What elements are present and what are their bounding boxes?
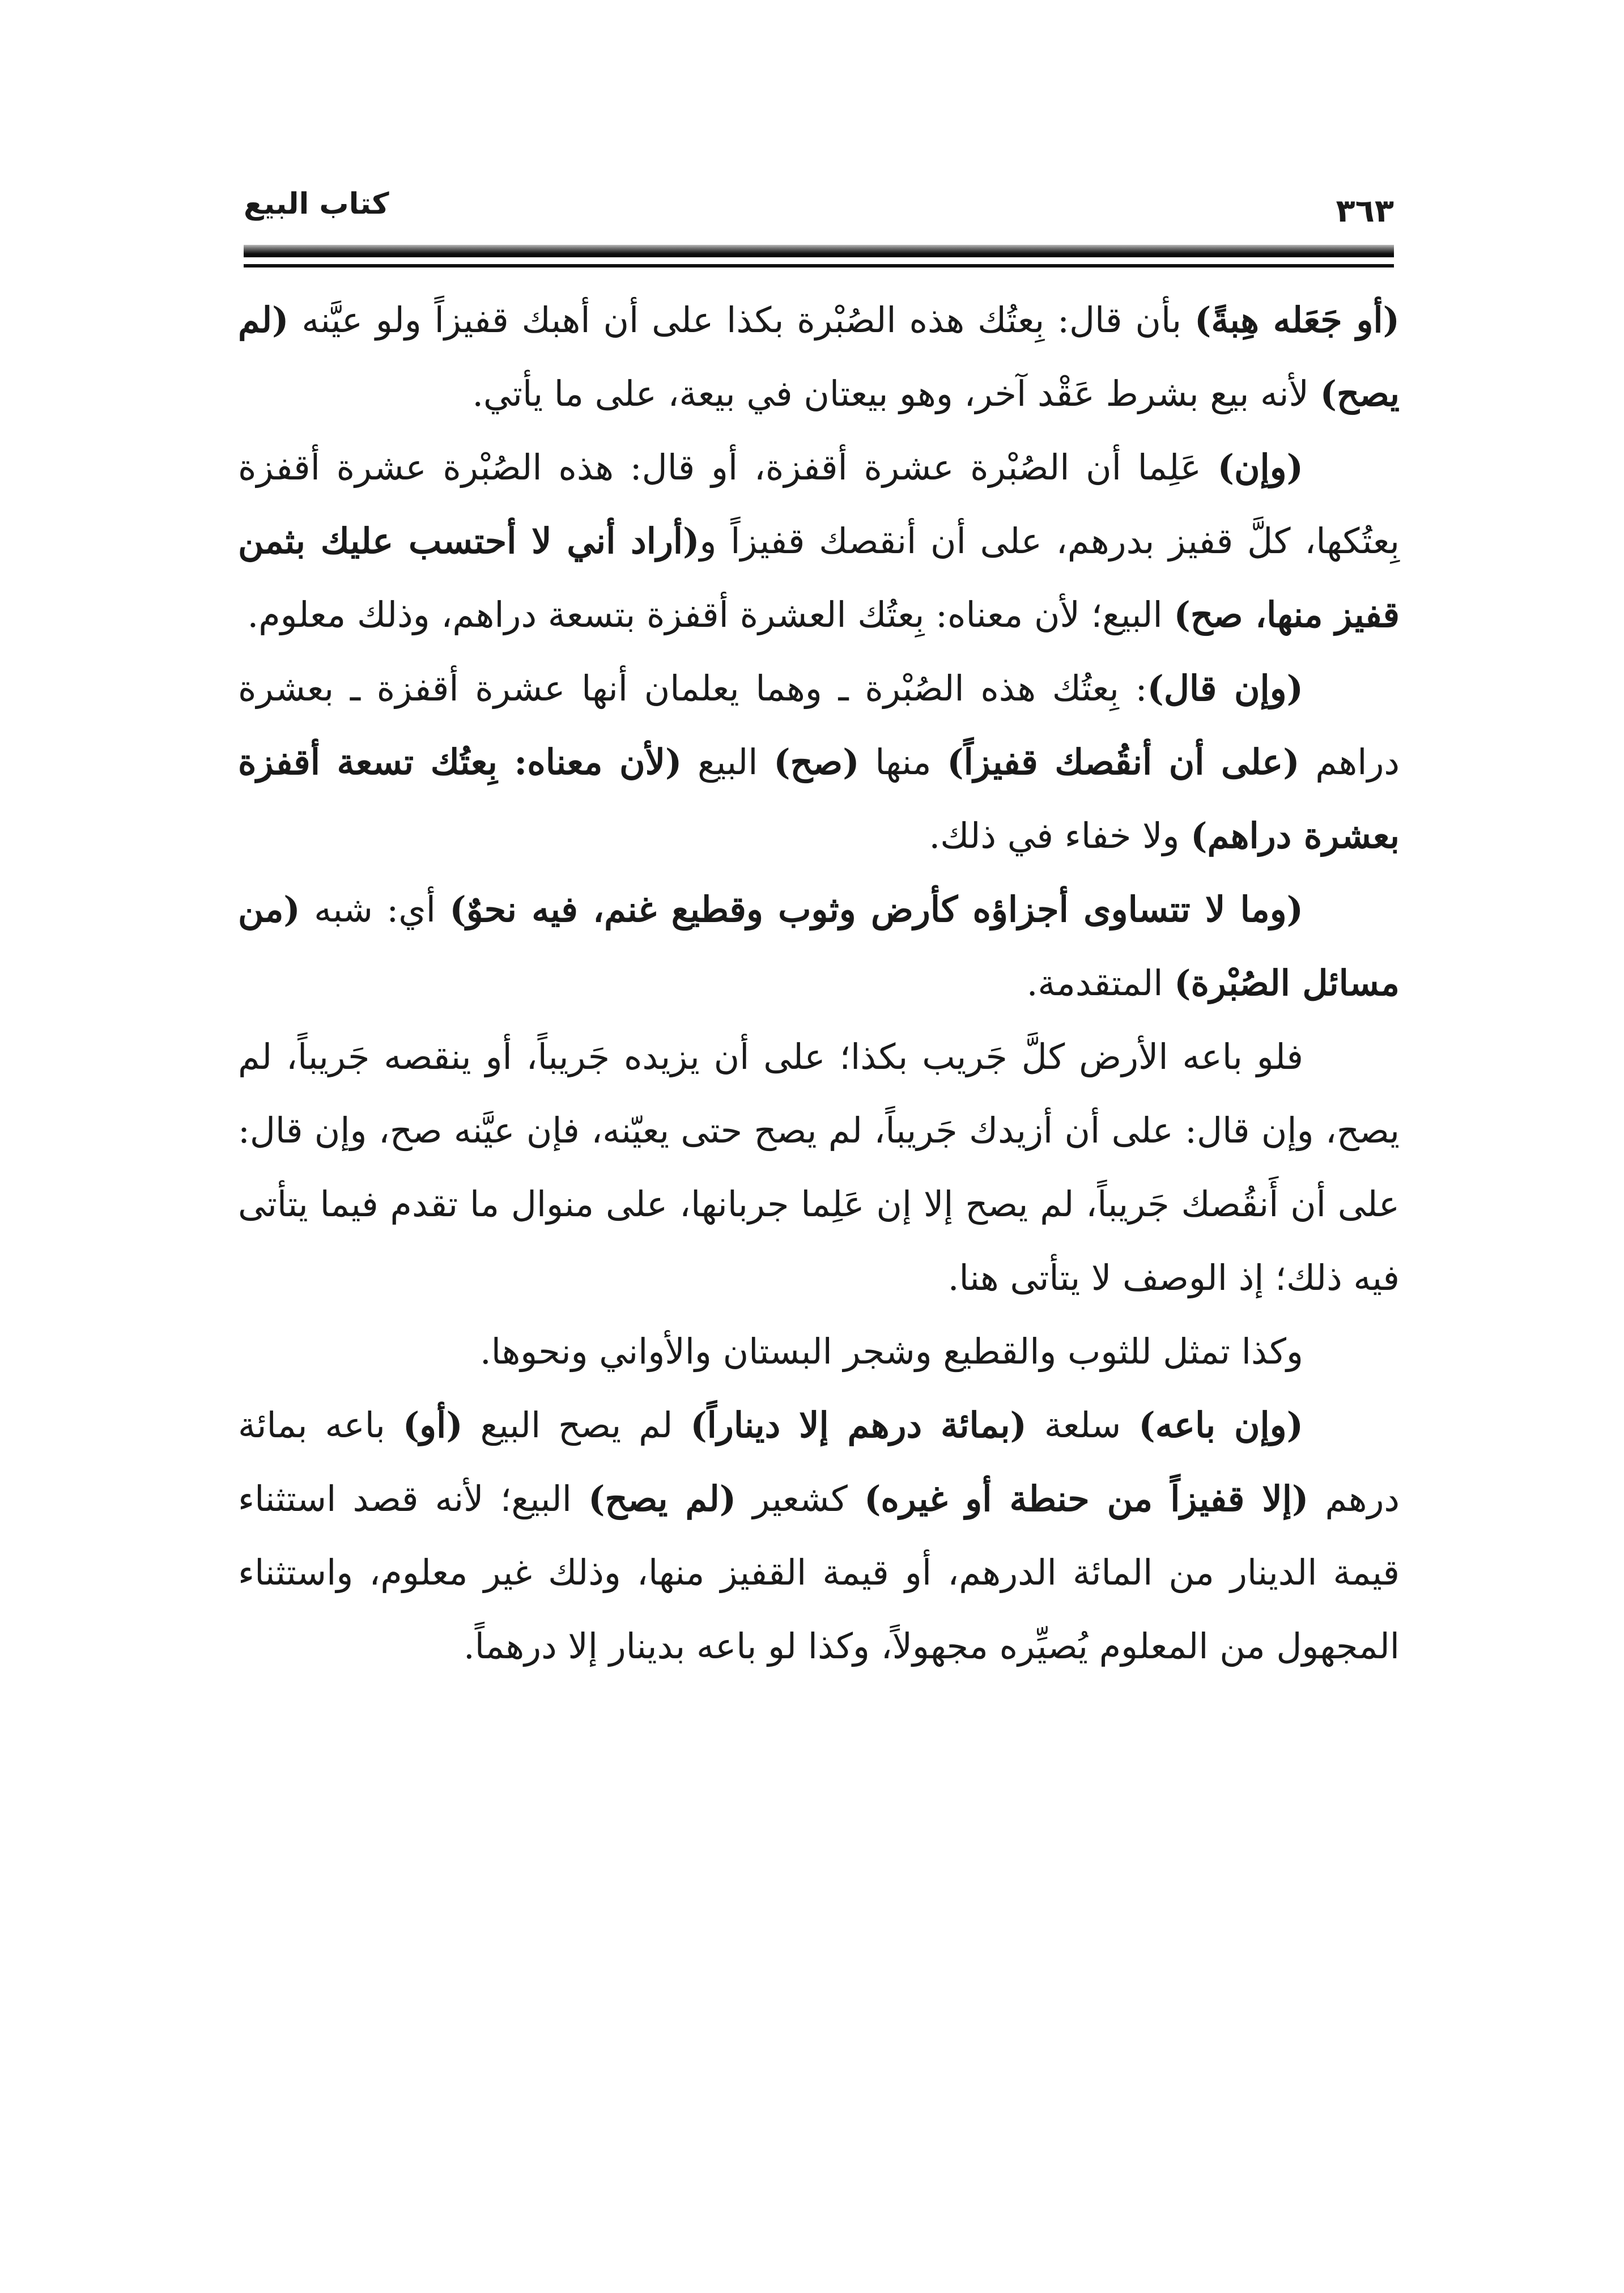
sharh-text: : بِعتُك هذه الصُبْرة ـ وهما يعلمان أنها عشرة أقفزة ـ بعشرة دراهم — [238, 668, 1400, 783]
sharh-text: لم يصح البيع — [462, 1404, 691, 1446]
matn-text: (لم يصح) — [238, 299, 1400, 414]
header-rule — [244, 245, 1394, 257]
matn-text: (أو) — [402, 1404, 463, 1446]
paragraph — [238, 873, 1400, 1020]
matn-text: (على أن أنقُصك قفيزاً) — [947, 741, 1300, 783]
sharh-text: ولا خفاء في ذلك. — [929, 815, 1191, 856]
sharh-text: البيع؛ لأنه قصد استثناء قيمة الدينار من المائة الدرهم، أو قيمة القفيز منها، وذلك غير معلوم، واستثناء المجهول من المعلوم يُصيِّره مجهولاً، وكذا لو باعه بدينار إلا درهماً. — [238, 1478, 1400, 1667]
sharh-text: وكذا تمثل للثوب والقطيع وشجر البستان والأواني ونحوها. — [479, 1331, 1303, 1372]
matn-text: (بمائة درهم إلا ديناراً) — [690, 1404, 1027, 1446]
paragraph — [238, 1020, 1400, 1315]
matn-text: (أراد أني لا أحتسب عليك بثمن قفيز منها، صح) — [238, 520, 1400, 635]
matn-text: (من مسائل الصُبْرة) — [238, 889, 1400, 1004]
paragraph — [238, 1315, 1400, 1388]
sharh-text: كشعير — [736, 1478, 865, 1519]
sharh-text: منها — [859, 741, 947, 783]
body-text — [238, 283, 1400, 1683]
matn-text: (وما لا تتساوى أجزاؤه كأرض وثوب وقطيع غنم، فيه نحوٌ) — [449, 889, 1303, 930]
sharh-text: لأنه بيع بشرط عَقْد آخر، وهو بيعتان في بيعة، على ما يأتي. — [472, 373, 1320, 414]
paragraph — [238, 1388, 1400, 1683]
matn-text: (صح) — [773, 741, 860, 783]
sharh-text: عَلِما أن الصُبْرة عشرة أقفزة، أو قال: هذه الصُبْرة عشرة أقفزة بِعتُكها، كلَّ قفيز بدرهم، على أن أنقصك قفيزاً و — [238, 447, 1400, 562]
sharh-text: باعه بمائة درهم — [238, 1404, 1400, 1519]
matn-text: (وإن) — [1217, 447, 1303, 488]
sharh-text: المتقدمة. — [1026, 962, 1175, 1004]
sharh-text: البيع — [682, 741, 774, 783]
paragraph — [238, 431, 1400, 652]
matn-text: (لأن معناه: بِعتُك تسعة أقفزة بعشرة دراهم) — [238, 741, 1400, 856]
header-rule-thin — [244, 264, 1394, 267]
sharh-text: البيع؛ لأن معناه: بِعتُك العشرة أقفزة بتسعة دراهم، وذلك معلوم. — [247, 594, 1174, 635]
matn-text: (أو جَعَله هِبةً) — [1194, 299, 1400, 341]
matn-text: (إلا قفيزاً من حنطة أو غيره) — [864, 1478, 1309, 1519]
running-title: كتاب البيع — [244, 187, 389, 221]
sharh-text: أي: شبه — [300, 889, 450, 930]
matn-text: (وإن قال) — [1147, 668, 1304, 709]
sharh-text: فلو باعه الأرض كلَّ جَريب بكذا؛ على أن يزيده جَريباً، أو ينقصه جَريباً، لم يصح، وإن قال: على أن أزيدك جَريباً، لم يصح حتى يعيّنه، فإن عيَّنه صح، وإن قال: على أن أَنقُصك جَريباً، لم يصح إلا إن عَلِما جربانها، على منوال ما تقدم فيما يتأتى فيه ذلك؛ إذ الوصف لا يتأتى هنا. — [238, 1036, 1400, 1298]
page-number: ٣٦٣ — [1336, 193, 1394, 230]
matn-text: (وإن باعه) — [1138, 1404, 1303, 1446]
matn-text: (لم يصح) — [588, 1478, 737, 1519]
paragraph — [238, 652, 1400, 873]
sharh-text: سلعة — [1026, 1404, 1139, 1446]
sharh-text: بأن قال: بِعتُك هذه الصُبْرة بكذا على أن أهبك قفيزاً ولو عيَّنه — [288, 299, 1194, 341]
page-header — [244, 187, 1394, 230]
paragraph — [238, 283, 1400, 431]
